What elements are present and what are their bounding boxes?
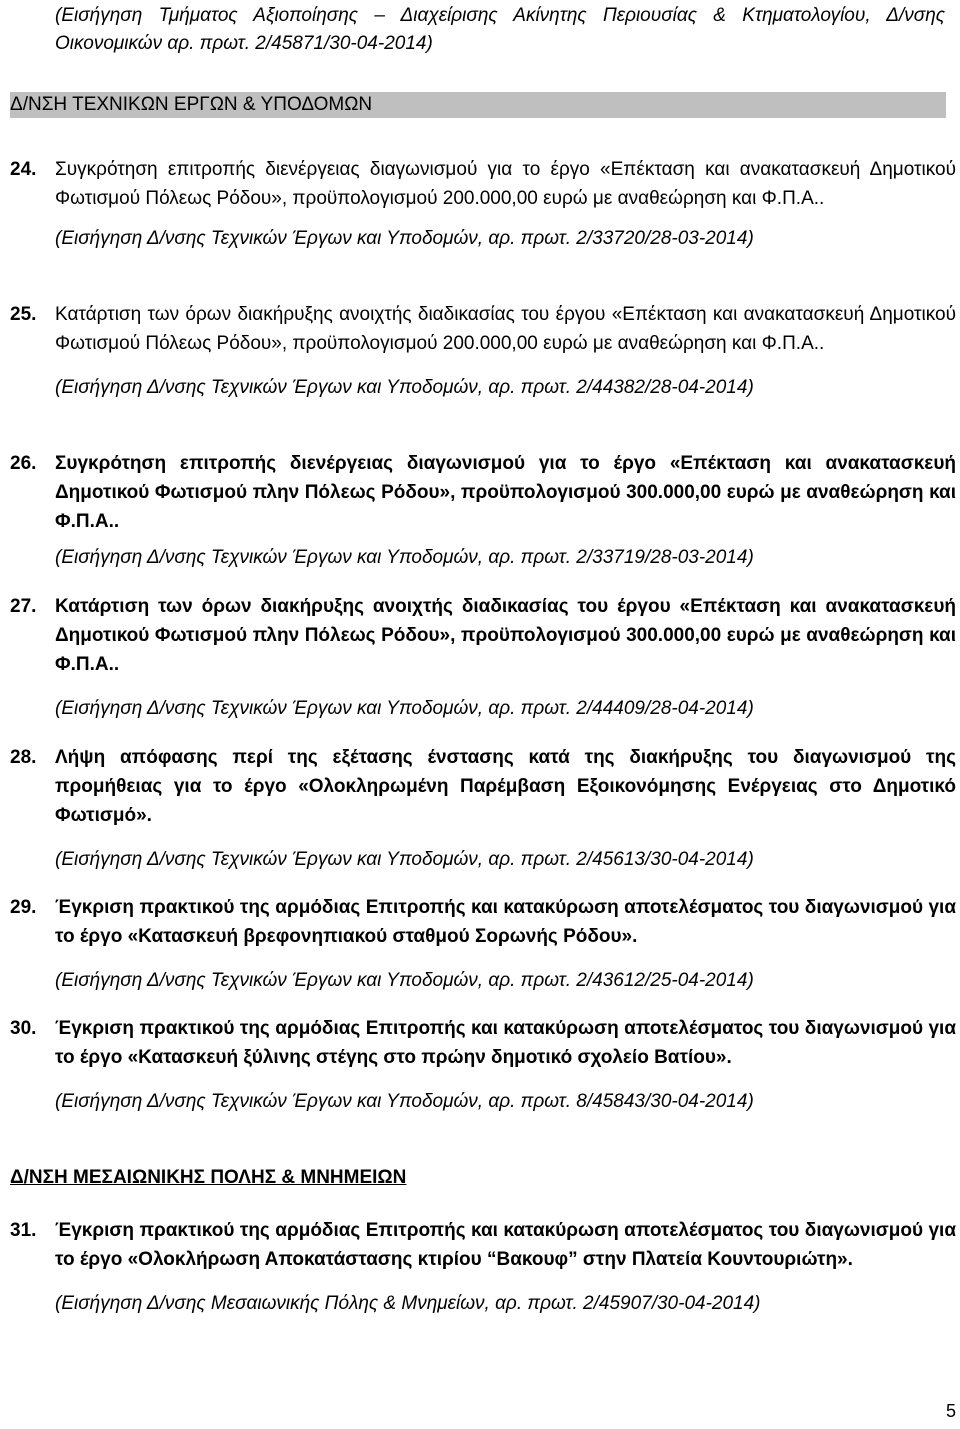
item-text: Έγκριση πρακτικού της αρμόδιας Επιτροπής και κατακύρωση αποτελέσματος του διαγωνισμού για το έργο «Κατασκευή βρεφονηπιακού σταθμού Σορωνής Ρόδου». [55, 897, 956, 947]
item-reference: (Εισήγηση Δ/νσης Τεχνικών Έργων και Υποδομών, αρ. πρωτ. 2/44382/28-04-2014) [55, 377, 754, 398]
item-reference: (Εισήγηση Δ/νσης Τεχνικών Έργων και Υποδομών, αρ. πρωτ. 8/45843/30-04-2014) [55, 1091, 754, 1112]
section-header-medieval [10, 1165, 946, 1191]
item-text: Συγκρότηση επιτροπής διενέργειας διαγωνισμού για το έργο «Επέκταση και ανακατασκευή Δημοτικού Φωτισμού πλην Πόλεως Ρόδου», προϋπολογισμού 300.000,00 ευρώ με αναθεώρηση και Φ.Π.Α.. [55, 453, 956, 532]
item-number: 24. [10, 159, 37, 180]
agenda-item-26 [10, 449, 956, 572]
section-title: Δ/ΝΣΗ ΤΕΧΝΙΚΩΝ ΕΡΓΩΝ & ΥΠΟΔΟΜΩΝ [10, 94, 373, 115]
item-reference: (Εισήγηση Δ/νσης Τεχνικών Έργων και Υποδομών, αρ. πρωτ. 2/33720/28-03-2014) [55, 228, 754, 249]
item-text: Κατάρτιση των όρων διακήρυξης ανοιχτής διαδικασίας του έργου «Επέκταση και ανακατασκευή Δημοτικού Φωτισμού Πόλεως Ρόδου», προϋπολογισμού 200.000,00 ευρώ με αναθεώρηση και Φ.Π.Α.. [55, 304, 956, 354]
item-text: Συγκρότηση επιτροπής διενέργειας διαγωνισμού για το έργο «Επέκταση και ανακατασκευή Δημοτικού Φωτισμού Πόλεως Ρόδου», προϋπολογισμού 200.000,00 ευρώ με αναθεώρηση και Φ.Π.Α.. [55, 159, 956, 209]
agenda-item-30 [10, 1014, 956, 1116]
item-number: 31. [10, 1220, 37, 1241]
item-text: Λήψη απόφασης περί της εξέτασης ένστασης κατά της διακήρυξης του διαγωνισμού της προμήθειας για το έργο «Ολοκληρωμένη Παρέμβαση Εξοικονόμησης Ενέργειας στο Δημοτικό Φωτισμό». [55, 747, 956, 826]
item-number: 27. [10, 596, 37, 617]
item-number: 28. [10, 747, 37, 768]
item-number: 26. [10, 453, 37, 474]
agenda-item-25 [10, 300, 956, 402]
section-title: Δ/ΝΣΗ ΜΕΣΑΙΩΝΙΚΗΣ ΠΟΛΗΣ & ΜΝΗΜΕΙΩΝ [10, 1167, 407, 1188]
item-reference: (Εισήγηση Δ/νσης Μεσαιωνικής Πόλης & Μνημείων, αρ. πρωτ. 2/45907/30-04-2014) [55, 1293, 761, 1314]
intro-reference: (Εισήγηση Τμήματος Αξιοποίησης – Διαχείρισης Ακίνητης Περιουσίας & Κτηματολογίου, Δ/νσης Οικονομικών αρ. πρωτ. 2/45871/30-04-2014) [55, 5, 945, 54]
item-number: 30. [10, 1018, 37, 1039]
agenda-item-27 [10, 592, 956, 723]
agenda-item-24 [10, 155, 956, 253]
item-reference: (Εισήγηση Δ/νσης Τεχνικών Έργων και Υποδομών, αρ. πρωτ. 2/33719/28-03-2014) [55, 547, 754, 568]
item-reference: (Εισήγηση Δ/νσης Τεχνικών Έργων και Υποδομών, αρ. πρωτ. 2/44409/28-04-2014) [55, 698, 754, 719]
item-number: 29. [10, 897, 37, 918]
item-text: Έγκριση πρακτικού της αρμόδιας Επιτροπής και κατακύρωση αποτελέσματος του διαγωνισμού για το έργο «Κατασκευή ξύλινης στέγης στο πρώην δημοτικό σχολείο Βατίου». [55, 1018, 956, 1068]
item-text: Έγκριση πρακτικού της αρμόδιας Επιτροπής και κατακύρωση αποτελέσματος του διαγωνισμού για το έργο «Ολοκλήρωση Αποκατάστασης κτιρίου “Βακουφ” στην Πλατεία Κουντουριώτη». [55, 1220, 956, 1270]
item-text: Κατάρτιση των όρων διακήρυξης ανοιχτής διαδικασίας του έργου «Επέκταση και ανακατασκευή Δημοτικού Φωτισμού πλην Πόλεως Ρόδου», προϋπολογισμού 300.000,00 ευρώ με αναθεώρηση και Φ.Π.Α.. [55, 596, 956, 675]
item-reference: (Εισήγηση Δ/νσης Τεχνικών Έργων και Υποδομών, αρ. πρωτ. 2/45613/30-04-2014) [55, 849, 754, 870]
item-number: 25. [10, 304, 37, 325]
page-number: 5 [945, 1401, 956, 1421]
agenda-item-28 [10, 743, 956, 874]
agenda-item-29 [10, 893, 956, 995]
section-header-technical [10, 92, 946, 118]
item-reference: (Εισήγηση Δ/νσης Τεχνικών Έργων και Υποδομών, αρ. πρωτ. 2/43612/25-04-2014) [55, 970, 754, 991]
agenda-item-31 [10, 1216, 956, 1318]
